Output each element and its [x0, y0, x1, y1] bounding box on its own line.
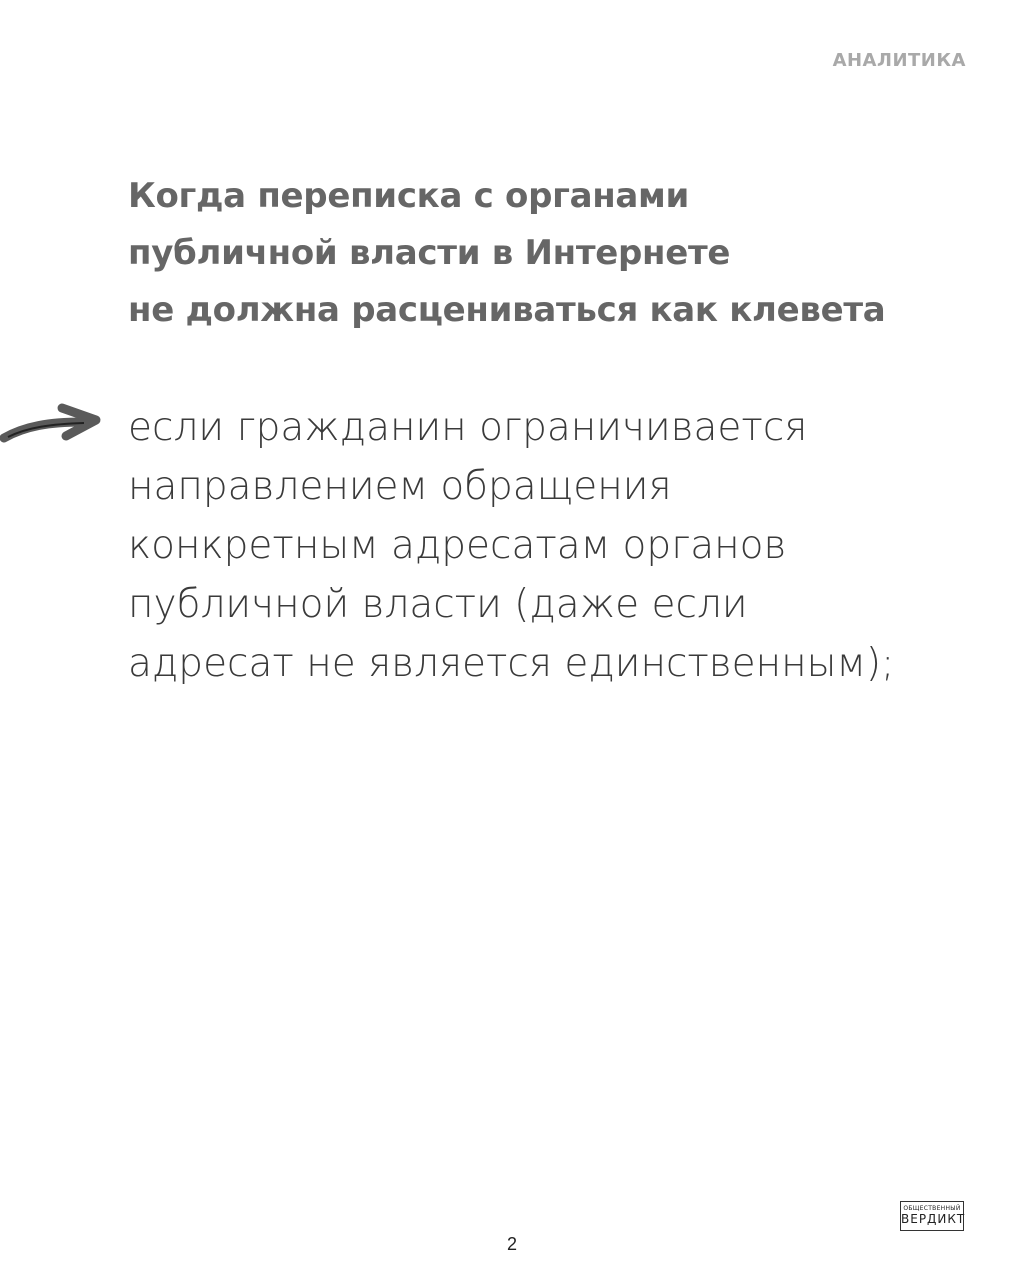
- page-number: 2: [506, 1234, 517, 1254]
- body-line: адресат не является единственным);: [128, 641, 895, 686]
- title-line: не должна расцениваться как клевета: [128, 290, 886, 330]
- brand-logo: [900, 1201, 964, 1231]
- section-label: АНАЛИТИКА: [832, 50, 966, 71]
- body-line: публичной власти (даже если: [128, 582, 748, 627]
- page-title: [128, 168, 1008, 339]
- body-text: [128, 398, 1008, 693]
- body-line: конкретным адресатам органов: [128, 523, 787, 568]
- logo-line2: ВЕРДИКТ: [901, 1212, 966, 1226]
- body-line: направлением обращения: [128, 464, 672, 509]
- hand-drawn-arrow-icon: [0, 398, 106, 446]
- body-line: если гражданин ограничивается: [128, 405, 808, 450]
- title-line: Когда переписка с органами: [128, 176, 690, 216]
- title-line: публичной власти в Интернете: [128, 233, 731, 273]
- logo-line1: ОБЩЕСТВЕННЫЙ: [903, 1205, 961, 1212]
